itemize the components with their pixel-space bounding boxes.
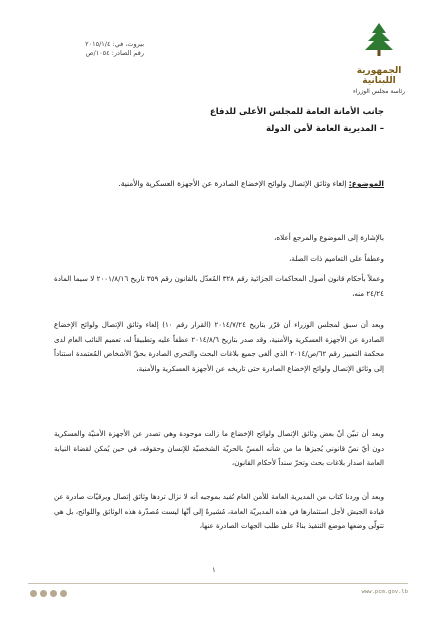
youtube-icon[interactable] — [60, 590, 67, 597]
recipient-line-1: جانب الأمانة العامة للمجلس الأعلى للدفاع — [209, 107, 384, 117]
footer-divider — [28, 583, 408, 584]
reference-number: رقم الصادر: ١٠٥٤/ص — [85, 49, 144, 57]
social-links — [30, 590, 67, 597]
paragraph-findings: وبعد أن تبيّن أنّ بعض وثائق الإتصال ولوائح الإخضاع ما زالت موجودة وهي تصدر عن الأجهزة الأمنيّة والعسكرية دون أيّ نصّ قانوني يُجيزها ما من شأنه المسّ بالحريّة الشخصيّة للإنسان وحقوقه، في حين يُمكن لقضاة النيابة العامة اصدار بلاغات بحث وتحرّ سنداً لأحكام القانون، — [54, 429, 384, 467]
recipient-line-2: – المديرية العامة لأمن الدولة — [265, 124, 384, 134]
cedar-tree-icon — [359, 20, 399, 60]
page-number: ١ — [212, 566, 216, 574]
subject-line — [44, 179, 384, 188]
instagram-icon[interactable] — [50, 590, 57, 597]
paragraph-general-security: وبعد أن وردنا كتاب من المديرية العامة للأمن العام تُفيد بموجبه أنه لا نزال تردها وثائق إتصال وبرقيّات صادرة عن قيادة الجيش لأجل استثمارها في هذه المديريّة العامة، مُشيرةً إلى أنّها ليست مُصدّرة هذه الوثائق واللوائح، بل هي تتولّى وضعها موضع التنفيذ بناءً على طلب الجهات الصادرة عنها، — [54, 492, 384, 530]
subject-label: الموضوع: — [348, 179, 384, 188]
reference-line: بالإشارة إلى الموضوع والمرجع أعلاه، — [274, 233, 384, 242]
twitter-icon[interactable] — [40, 590, 47, 597]
circulars-line: وعطفاً على التعاميم ذات الصلة، — [288, 254, 384, 263]
letterhead-title: الجمهورية اللبنانية — [356, 66, 402, 86]
paragraph-law: وعملاً بأحكام قانون أصول المحاكمات الجزائية رقم ٣٢٨ المُعدّل بالقانون رقم ٣٥٩ تاريخ ٢٠٠١/٨/١٦ لا سيما المادة ٢٤/٢٤ منه، — [54, 274, 384, 298]
letter-date: بيروت، في: ٢٠١٥/١/٤ — [85, 40, 144, 48]
letterhead — [344, 20, 414, 96]
facebook-icon[interactable] — [30, 590, 37, 597]
subject-text: إلغاء وثائق الإتصال ولوائح الإخضاع الصادرة عن الأجهزة العسكرية والأمنية. — [118, 179, 347, 188]
letterhead-subtitle: رئاسة مجلس الوزراء — [352, 88, 406, 95]
paragraph-cabinet-decision: وبعد أن سبق لمجلس الوزراء أن قرّر بتاريخ ٢٠١٤/٧/٢٤ (القرار رقم ١٠) إلغاء وثائق الإتصال ولوائح الإخضاع الصادرة عن الأجهزة العسكرية والأمنية، وقد صدر بتاريخ ٢٠١٤/٨/٦ عطفاً عليه وتطبيقاً له، تعميم النائب العام لدى محكمة التمييز رقم ٦٢/ص/٢٠١٤ الذي ألغى جميع بلاغات البحث والتحري الصادرة بحقّ الأشخاص المُعتمدة استناداً إلى وثائق الإتصال ولوائح الإخضاع الصادرة حتى تاريخه عن الأجهزة العسكرية والأمنية، — [54, 320, 385, 373]
website-link[interactable]: www.pcm.gov.lb — [361, 589, 408, 595]
footer — [0, 581, 436, 607]
date-reference-block — [34, 40, 144, 58]
